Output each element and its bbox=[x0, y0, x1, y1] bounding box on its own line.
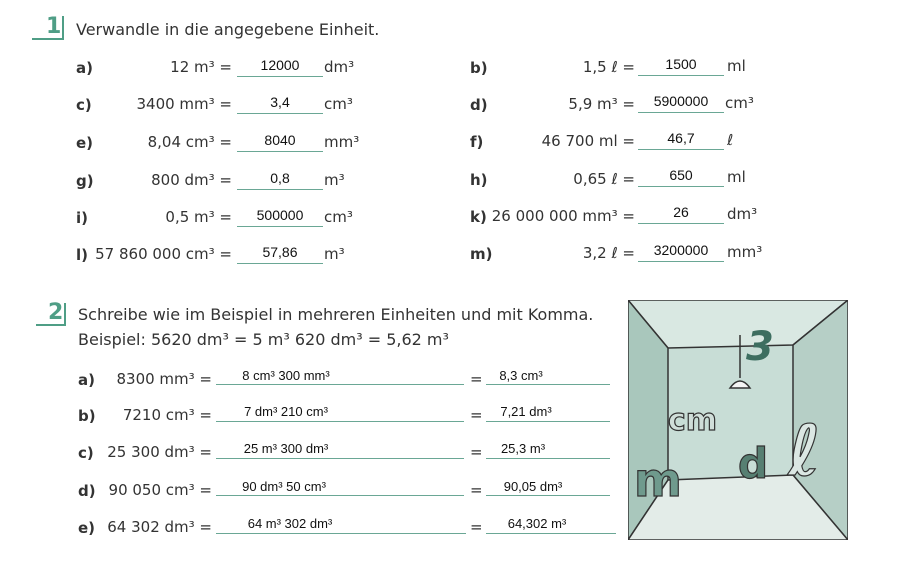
item-unit: mm³ bbox=[324, 133, 360, 151]
task2-number-bar bbox=[64, 303, 66, 326]
answer-field[interactable]: 46,7 bbox=[667, 130, 695, 146]
answer-line bbox=[638, 261, 724, 262]
answer-line bbox=[638, 149, 724, 150]
item-label: d) bbox=[78, 482, 96, 500]
item-expression: 46 700 ml = bbox=[541, 132, 635, 150]
item-label: b) bbox=[78, 407, 96, 425]
answer-line bbox=[638, 186, 724, 187]
answer-field[interactable]: 500000 bbox=[256, 207, 304, 223]
item-unit: m³ bbox=[324, 245, 345, 263]
answer-field-units[interactable]: 8 cm³ 300 mm³ bbox=[242, 368, 330, 383]
room-illustration bbox=[628, 300, 848, 540]
item-unit: cm³ bbox=[324, 95, 353, 113]
task1-number: 1 bbox=[46, 14, 62, 39]
answer-line bbox=[237, 76, 323, 77]
item-unit: dm³ bbox=[324, 58, 355, 76]
answer-field[interactable]: 1500 bbox=[665, 56, 697, 72]
answer-line bbox=[237, 189, 323, 190]
item-label: k) bbox=[470, 208, 487, 226]
answer-line bbox=[237, 151, 323, 152]
equals-sign: = bbox=[470, 443, 483, 461]
item-label: d) bbox=[470, 96, 488, 114]
item-unit: dm³ bbox=[727, 205, 758, 223]
item-label: m) bbox=[470, 245, 493, 263]
answer-line bbox=[638, 112, 724, 113]
answer-line bbox=[237, 226, 323, 227]
answer-field-units[interactable]: 90 dm³ 50 cm³ bbox=[242, 479, 326, 494]
item-unit: ml bbox=[727, 57, 746, 75]
item-label: f) bbox=[470, 133, 484, 151]
letter-cm: cm bbox=[668, 403, 718, 438]
letter-d: d bbox=[738, 439, 769, 488]
item-unit: mm³ bbox=[727, 243, 763, 261]
item-expression: 0,65 ℓ = bbox=[573, 170, 635, 188]
answer-field[interactable]: 8040 bbox=[264, 132, 296, 148]
answer-field[interactable]: 26 bbox=[673, 204, 689, 220]
item-expression: 8300 mm³ = bbox=[116, 370, 212, 388]
item-expression: 90 050 cm³ = bbox=[108, 481, 212, 499]
answer-line bbox=[216, 458, 464, 459]
answer-field-decimal[interactable]: 8,3 cm³ bbox=[499, 368, 543, 383]
item-label: a) bbox=[76, 59, 93, 77]
task2-title: Schreibe wie im Beispiel in mehreren Einheiten und mit Komma. bbox=[78, 305, 594, 324]
item-expression: 12 m³ = bbox=[170, 58, 232, 76]
item-label: c) bbox=[78, 444, 94, 462]
task1-number-bar bbox=[62, 16, 64, 40]
item-unit: cm³ bbox=[324, 208, 353, 226]
answer-field-decimal[interactable]: 7,21 dm³ bbox=[500, 404, 552, 419]
answer-field[interactable]: 650 bbox=[669, 167, 693, 183]
answer-line bbox=[237, 113, 323, 114]
letter-m: m bbox=[634, 453, 682, 507]
answer-line bbox=[486, 533, 616, 534]
answer-line bbox=[638, 75, 724, 76]
item-expression: 26 000 000 mm³ = bbox=[491, 207, 635, 225]
item-expression: 25 300 dm³ = bbox=[107, 443, 212, 461]
item-expression: 800 dm³ = bbox=[151, 171, 232, 189]
answer-field-decimal[interactable]: 25,3 m³ bbox=[500, 441, 546, 456]
answer-field-units[interactable]: 7 dm³ 210 cm³ bbox=[244, 404, 328, 419]
answer-line bbox=[216, 533, 466, 534]
answer-field[interactable]: 12000 bbox=[260, 57, 300, 73]
item-unit: cm³ bbox=[725, 94, 754, 112]
item-expression: 64 302 dm³ = bbox=[107, 518, 212, 536]
item-expression: 8,04 cm³ = bbox=[147, 133, 232, 151]
answer-field[interactable]: 5900000 bbox=[653, 93, 709, 109]
answer-field[interactable]: 3,4 bbox=[270, 94, 290, 110]
answer-line bbox=[486, 421, 610, 422]
item-label: g) bbox=[76, 172, 94, 190]
task1-title: Verwandle in die angegebene Einheit. bbox=[76, 20, 380, 39]
answer-field[interactable]: 57,86 bbox=[262, 244, 298, 260]
item-label: c) bbox=[76, 96, 92, 114]
item-label: b) bbox=[470, 59, 488, 77]
item-expression: 0,5 m³ = bbox=[165, 208, 232, 226]
item-expression: 7210 cm³ = bbox=[122, 406, 212, 424]
answer-line bbox=[237, 263, 323, 264]
letter-l: ℓ bbox=[788, 410, 822, 492]
answer-field-units[interactable]: 64 m³ 302 dm³ bbox=[247, 516, 333, 531]
equals-sign: = bbox=[470, 518, 483, 536]
answer-line bbox=[216, 421, 464, 422]
item-expression: 1,5 ℓ = bbox=[582, 58, 635, 76]
equals-sign: = bbox=[470, 406, 483, 424]
letter-three: 3 bbox=[746, 324, 774, 370]
item-label: h) bbox=[470, 171, 488, 189]
task2-example: Beispiel: 5620 dm³ = 5 m³ 620 dm³ = 5,62 m³ bbox=[78, 330, 449, 349]
item-label: e) bbox=[76, 134, 94, 152]
item-unit: ml bbox=[727, 168, 746, 186]
answer-field-decimal[interactable]: 90,05 dm³ bbox=[503, 479, 563, 494]
answer-field[interactable]: 3200000 bbox=[653, 242, 709, 258]
item-label: a) bbox=[78, 371, 95, 389]
item-expression: 57 860 000 cm³ = bbox=[95, 245, 232, 263]
task2-number: 2 bbox=[48, 300, 64, 325]
item-unit: ℓ bbox=[727, 131, 734, 149]
answer-line bbox=[216, 495, 464, 496]
answer-line bbox=[486, 384, 610, 385]
answer-line bbox=[216, 384, 464, 385]
item-expression: 5,9 m³ = bbox=[568, 95, 635, 113]
item-unit: m³ bbox=[324, 171, 345, 189]
answer-field[interactable]: 0,8 bbox=[270, 170, 290, 186]
item-label: l) bbox=[76, 246, 88, 264]
equals-sign: = bbox=[470, 481, 483, 499]
item-expression: 3,2 ℓ = bbox=[582, 244, 635, 262]
answer-field-decimal[interactable]: 64,302 m³ bbox=[507, 516, 567, 531]
item-expression: 3400 mm³ = bbox=[136, 95, 232, 113]
item-label: e) bbox=[78, 519, 96, 537]
item-label: i) bbox=[76, 209, 88, 227]
equals-sign: = bbox=[470, 370, 483, 388]
answer-line bbox=[486, 495, 610, 496]
answer-field-units[interactable]: 25 m³ 300 dm³ bbox=[243, 441, 329, 456]
answer-line bbox=[638, 223, 724, 224]
answer-line bbox=[486, 458, 610, 459]
